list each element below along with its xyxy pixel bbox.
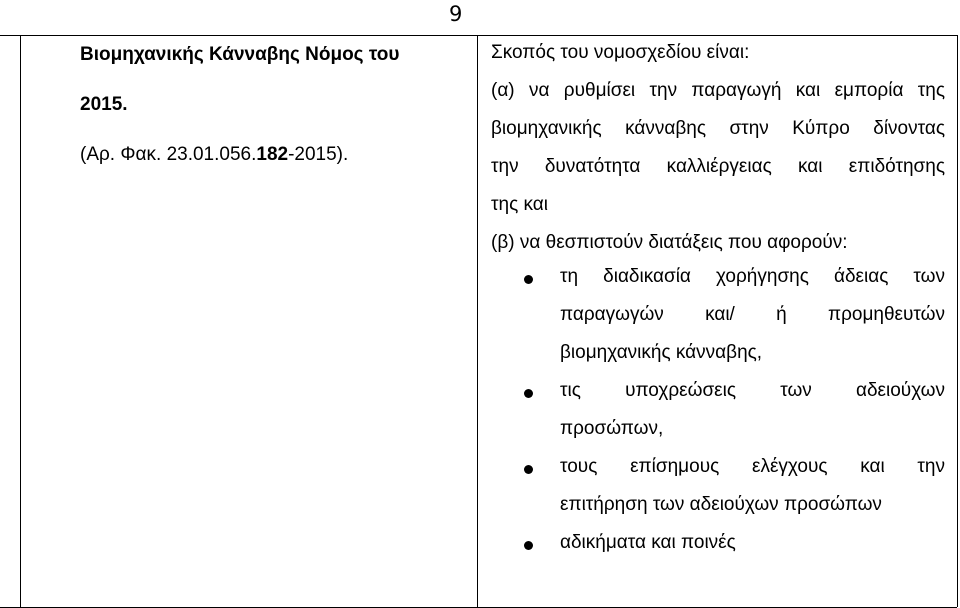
bullet-item-line: βιομηχανικής κάνναβης, bbox=[560, 342, 763, 363]
page-number: 9 bbox=[449, 2, 463, 26]
law-title-line2: 2015. bbox=[80, 94, 128, 115]
bullet-item-line: τη διαδικασία χορήγησης άδειας των bbox=[560, 266, 945, 287]
file-reference-prefix: (Αρ. Φακ. 23.01.056. bbox=[80, 144, 257, 165]
purpose-line: την δυνατότητα καλλιέργειας και επιδότησης bbox=[491, 156, 945, 177]
table-column-divider bbox=[477, 35, 478, 607]
bullet-item-line: προσώπων, bbox=[560, 418, 664, 439]
bullet-item-line: τις υποχρεώσεις των αδειούχων bbox=[560, 380, 945, 401]
bullet-item-line: αδικήματα και ποινές bbox=[560, 532, 736, 553]
file-reference bbox=[80, 142, 348, 168]
bullet-item-line: παραγωγών και/ ή προμηθευτών bbox=[560, 304, 945, 325]
bullet-icon bbox=[524, 541, 533, 550]
bullet-item-line: τους επίσημους ελέγχους και την bbox=[560, 456, 945, 477]
file-reference-suffix: -2015). bbox=[288, 144, 349, 165]
bullet-icon bbox=[524, 275, 533, 284]
purpose-intro: Σκοπός του νομοσχεδίου είναι: bbox=[491, 42, 750, 63]
purpose-line: της και bbox=[491, 194, 548, 215]
bullet-icon bbox=[524, 465, 533, 474]
file-reference-bold: 182 bbox=[256, 144, 289, 165]
purpose-line: (β) να θεσπιστούν διατάξεις που αφορούν: bbox=[491, 232, 848, 253]
bullet-item-line: επιτήρηση των αδειούχων προσώπων bbox=[560, 494, 882, 515]
table-border-left bbox=[20, 35, 21, 607]
table-border-right bbox=[957, 35, 958, 607]
purpose-line: βιομηχανικής κάνναβης στην Κύπρο δίνοντας bbox=[491, 118, 945, 139]
purpose-line: (α) να ρυθμίσει την παραγωγή και εμπορία της bbox=[491, 80, 945, 101]
law-title-line1: Βιομηχανικής Κάνναβης Νόμος του bbox=[80, 44, 400, 65]
bullet-icon bbox=[524, 389, 533, 398]
